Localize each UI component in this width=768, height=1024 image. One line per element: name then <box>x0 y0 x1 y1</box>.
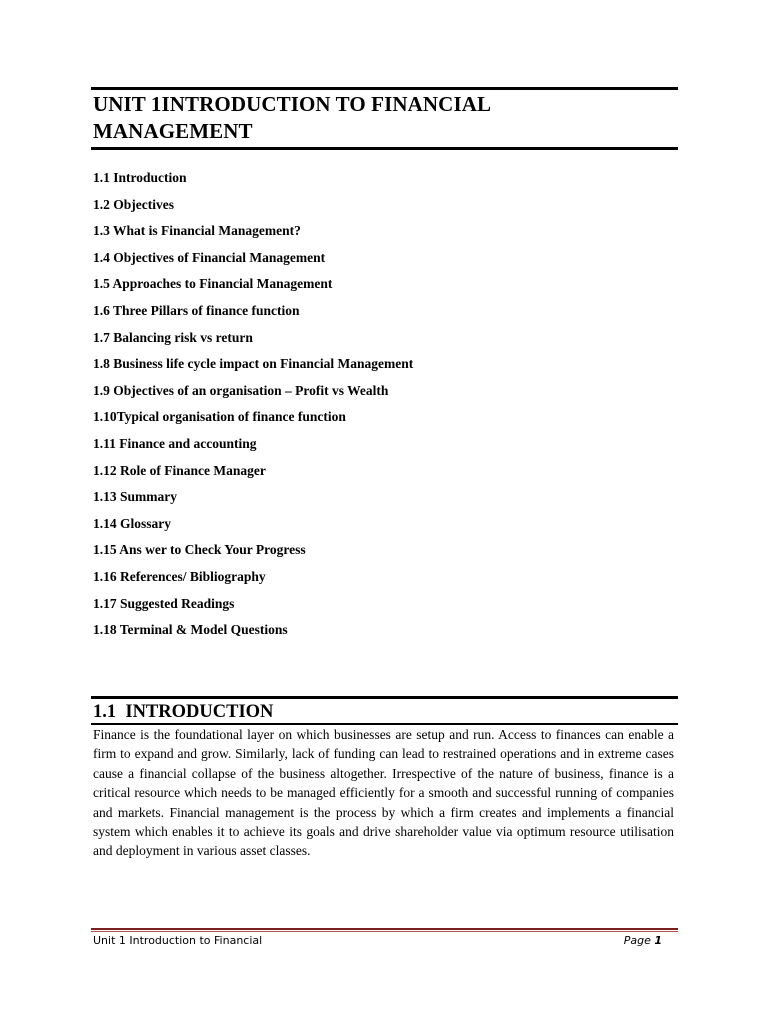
title-bottom-rule <box>91 147 678 150</box>
toc-item: 1.12 Role of Finance Manager <box>93 462 266 478</box>
unit-title-line-2: MANAGEMENT <box>93 119 253 143</box>
title-top-rule <box>91 87 678 90</box>
toc-item: 1.16 References/ Bibliography <box>93 568 266 584</box>
toc-item: 1.13 Summary <box>93 489 177 505</box>
section-top-rule <box>91 696 678 699</box>
footer-unit-title: Unit 1 Introduction to Financial <box>93 934 263 947</box>
toc-item: 1.4 Objectives of Financial Management <box>93 249 326 265</box>
table-of-contents <box>93 165 413 644</box>
introduction-paragraph: Finance is the foundational layer on which businesses are setup and run. Access to finances can enable a firm to expand and grow. Similarly, lack of funding can lead to restrained operations and in extreme cases cause a financial collapse of the business altogether. Irrespective of the nature of business, finance is a critical resource which needs to be managed efficiently for a smooth and successful running of companies and markets. Financial management is the process by which a firm creates and implements a financial system which enables it to achieve its goals and drive shareholder value via optimum resource utilisation and deployment in various asset classes. <box>93 727 674 859</box>
toc-item: 1.2 Objectives <box>93 196 174 212</box>
toc-item: 1.3 What is Financial Management? <box>93 223 301 239</box>
toc-item: 1.14 Glossary <box>93 515 172 531</box>
footer-rule <box>91 928 678 930</box>
footer-rule-thin <box>91 931 678 932</box>
footer-page-number <box>624 934 662 948</box>
toc-item: 1.8 Business life cycle impact on Financial Management <box>93 356 414 372</box>
unit-title-line-1: UNIT 1INTRODUCTION TO FINANCIAL <box>93 92 492 116</box>
unit-title <box>93 91 678 145</box>
toc-item: 1.1 Introduction <box>93 170 187 185</box>
page-label: Page <box>623 934 651 947</box>
page-number: 1 <box>654 934 662 947</box>
toc-item: 1.9 Objectives of an organisation – Profit vs Wealth <box>93 382 389 398</box>
toc-item: 1.10Typical organisation of finance function <box>93 409 346 425</box>
section-heading: 1.1 INTRODUCTION <box>93 702 274 722</box>
toc-item: 1.6 Three Pillars of finance function <box>93 302 300 318</box>
toc-item: 1.18 Terminal & Model Questions <box>93 622 288 638</box>
toc-item: 1.17 Suggested Readings <box>93 595 235 611</box>
toc-item: 1.5 Approaches to Financial Management <box>93 276 333 292</box>
toc-item: 1.15 Ans wer to Check Your Progress <box>93 542 306 558</box>
toc-item: 1.11 Finance and accounting <box>93 435 257 451</box>
toc-item: 1.7 Balancing risk vs return <box>93 329 253 345</box>
